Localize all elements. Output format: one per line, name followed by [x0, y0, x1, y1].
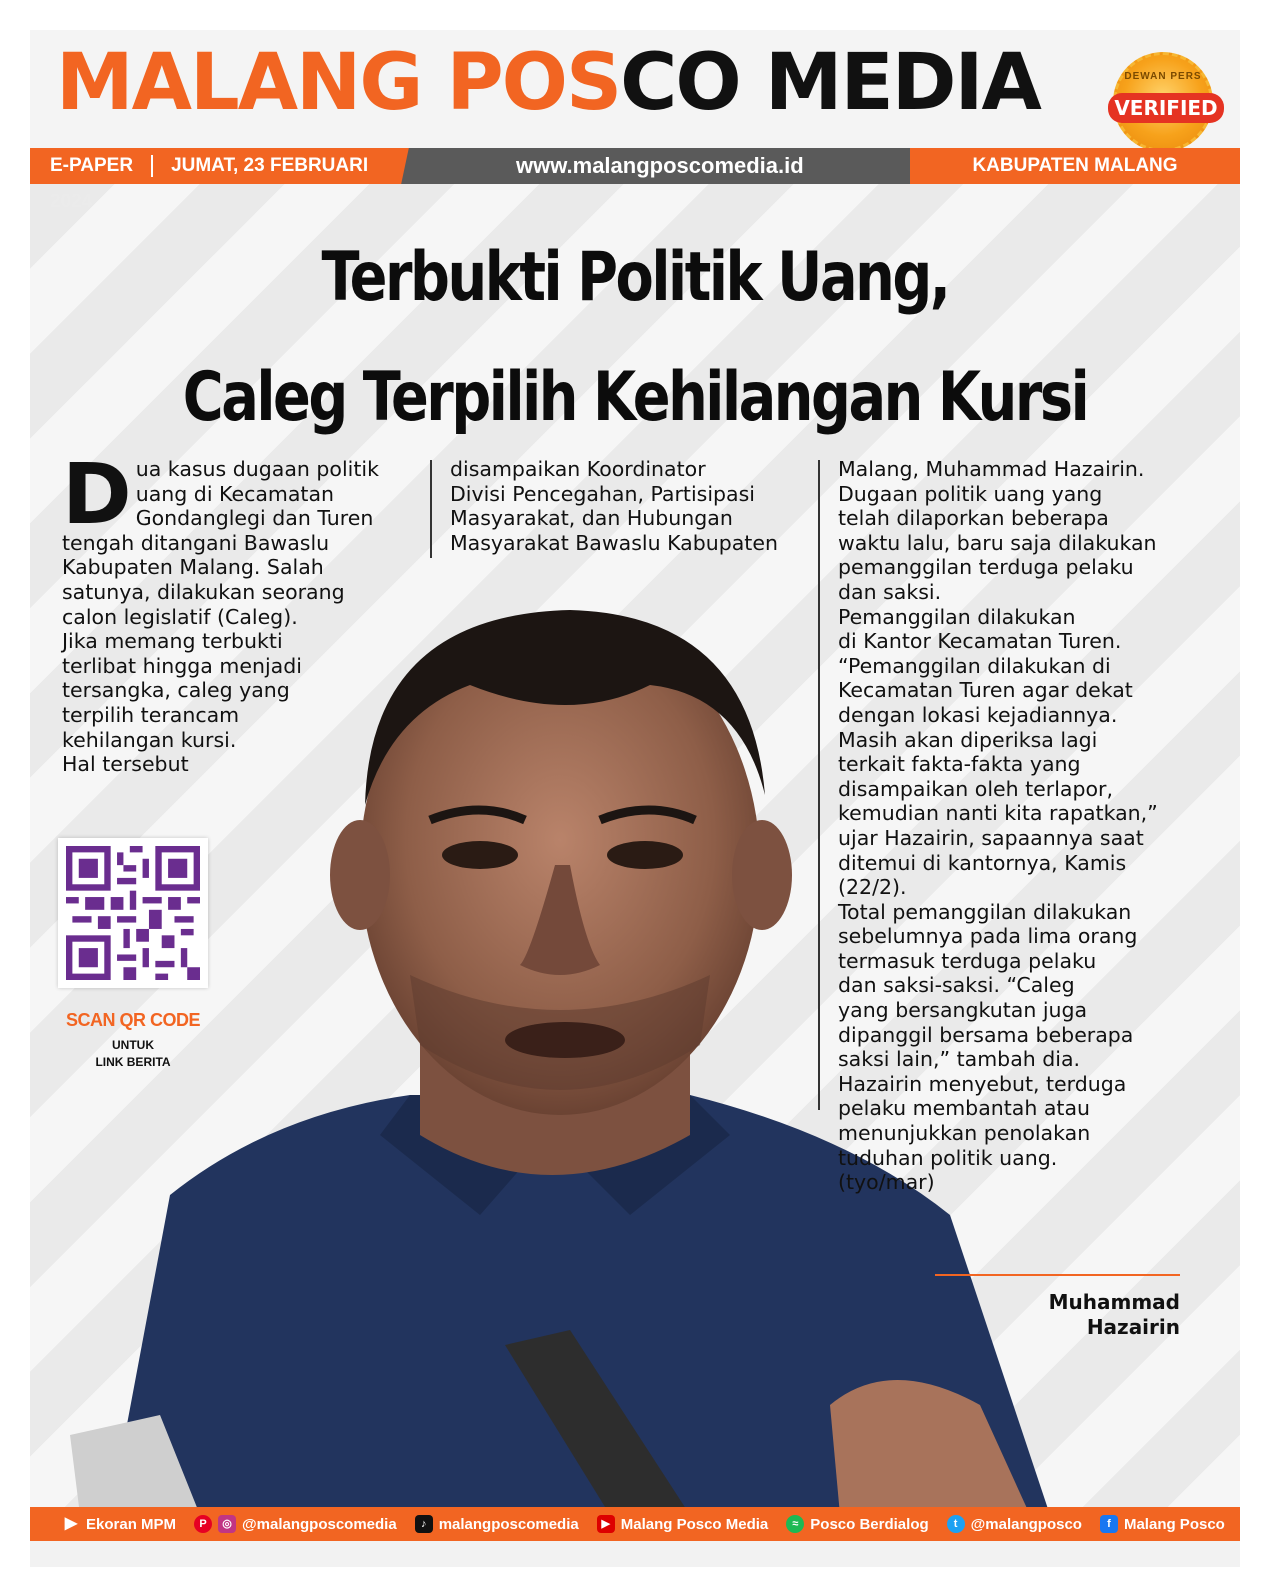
spotify-icon: ≈: [786, 1515, 804, 1533]
dropcap: D: [62, 445, 132, 543]
footer-item-tiktok[interactable]: [415, 1515, 579, 1533]
info-bar: [30, 148, 1240, 184]
qr-subtitle: UNTUK LINK BERITA: [95, 1038, 171, 1069]
divider: [151, 155, 153, 177]
qr-code[interactable]: [58, 838, 208, 988]
headline: [30, 218, 1240, 458]
footer-label: malangposcomedia: [438, 1515, 579, 1533]
region-label: KABUPATEN MALANG: [910, 148, 1240, 184]
column-divider: [430, 460, 432, 558]
edition-date: [30, 148, 410, 184]
verified-badge-icon: [1113, 52, 1218, 152]
brand-part-1: MALANG POS: [56, 38, 621, 128]
footer-label: Ekoran MPM: [86, 1515, 177, 1533]
edition-label: E-PAPER: [50, 155, 134, 176]
column-1-text: ua kasus dugaan politik uang di Kecamatan Gondanglegi dan Turen tengah ditangani Bawaslu Kabupaten Malang. Salah satunya, dilakukan seorang calon legislatif (Caleg). Jika memang terbukti terlibat hingga menjadi tersangka, caleg yang terpilih terancam kehilangan kursi. Hal tersebut: [62, 457, 379, 777]
social-footer: [30, 1507, 1240, 1541]
footer-item-instagram[interactable]: [194, 1515, 397, 1533]
facebook-icon: f: [1100, 1515, 1118, 1533]
footer-item-facebook[interactable]: [1100, 1515, 1225, 1533]
website-link[interactable]: [401, 148, 919, 184]
footer-label: Malang Posco: [1123, 1515, 1225, 1533]
pinterest-icon: P: [194, 1515, 212, 1533]
twitter-icon: t: [947, 1515, 965, 1533]
epaper-page: [30, 30, 1240, 1567]
brand-part-2: CO MEDIA: [620, 38, 1040, 128]
footer-item-youtube[interactable]: [597, 1515, 769, 1533]
column-divider: [818, 460, 820, 1110]
youtube-icon: ▶: [597, 1515, 615, 1533]
qr-code-icon: [66, 846, 200, 980]
qr-label: [58, 1010, 208, 1071]
badge-top-text: DEWAN PERS: [1124, 71, 1202, 82]
brand-logo: [56, 38, 1040, 128]
qr-title: SCAN QR CODE: [65, 1010, 200, 1030]
issue-date: JUMAT, 23 FEBRUARI: [171, 155, 369, 176]
website-text: www.malangposcomedia.id: [516, 153, 804, 178]
caption-rule: [935, 1274, 1180, 1276]
headline-line-2: Caleg Terpilih Kehilangan Kursi: [182, 358, 1088, 437]
photo-caption: Muhammad Hazairin: [1048, 1290, 1180, 1339]
footer-label: Malang Posco Media: [620, 1515, 769, 1533]
play-store-icon: ▶: [64, 1515, 78, 1532]
article-column-2: disampaikan Koordinator Divisi Pencegahan, Partisipasi Masyarakat, dan Hubungan Masyarakat Bawaslu Kabupaten: [450, 457, 778, 555]
footer-item-spotify[interactable]: [786, 1515, 928, 1533]
badge-label: VERIFIED: [1108, 93, 1224, 123]
tiktok-icon: ♪: [415, 1515, 433, 1533]
article-column-1: [62, 445, 392, 777]
footer-item-ekoran[interactable]: [62, 1515, 176, 1533]
footer-label: Posco Berdialog: [810, 1515, 929, 1533]
footer-label: @malangposco: [970, 1515, 1082, 1533]
article-column-3: Malang, Muhammad Hazairin. Dugaan politik uang yang telah dilaporkan beberapa waktu lalu, baru saja dilakukan pemanggilan terduga pelaku dan saksi. Pemanggilan dilakukan di Kantor Kecamatan Turen. “Pemanggilan dilakukan di Kecamatan Turen agar dekat dengan lokasi kejadiannya. Masih akan diperiksa lagi terkait fakta-fakta yang disampaikan oleh terlapor, kemudian nanti kita rapatkan,” ujar Hazairin, sapaannya saat ditemui di kantornya, Kamis (22/2). Total pemanggilan dilakukan sebelumnya pada lima orang termasuk terduga pelaku dan saksi-saksi. “Caleg yang bersangkutan juga dipanggil bersama beberapa saksi lain,” tambah dia. Hazairin menyebut, terduga pelaku membantah atau menunjukkan penolakan tuduhan politik uang. (tyo/mar): [838, 457, 1158, 1195]
headline-line-1: Terbukti Politik Uang,: [321, 238, 949, 317]
footer-item-twitter[interactable]: [947, 1515, 1082, 1533]
footer-label: @malangposcomedia: [242, 1515, 397, 1533]
instagram-icon: ◎: [218, 1515, 236, 1533]
